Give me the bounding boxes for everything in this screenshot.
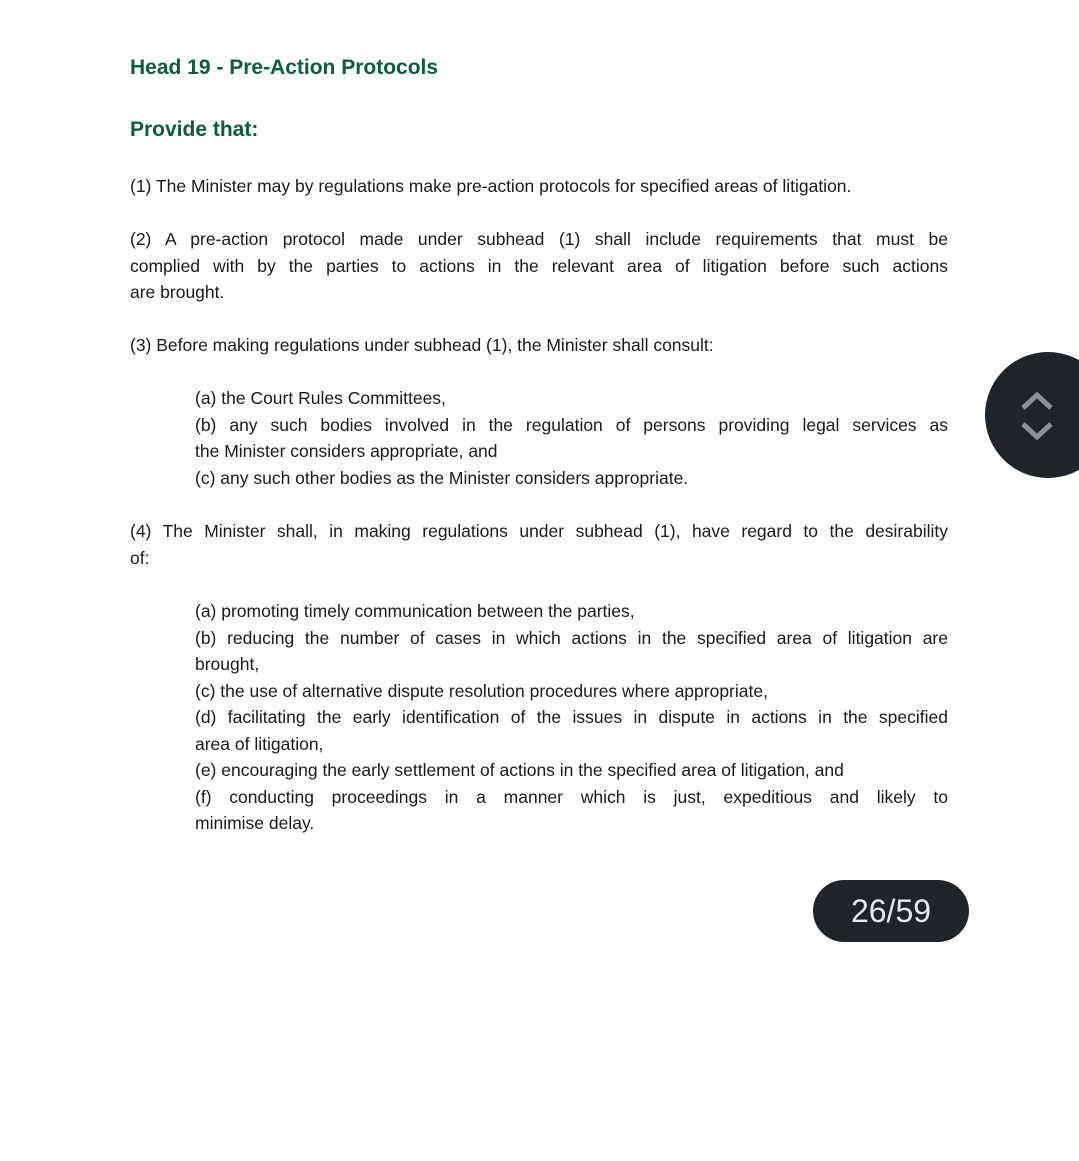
text-line: (2) A pre-action protocol made under subhead (1) shall include requirements that must be bbox=[130, 229, 948, 249]
list-item: (c) any such other bodies as the Minister considers appropriate. bbox=[195, 467, 689, 488]
list-item: brought, bbox=[195, 654, 260, 674]
page-scroll-handle[interactable] bbox=[985, 352, 1079, 478]
text-line: (4) The Minister shall, in making regulations under subhead (1), have regard to the desirability bbox=[130, 521, 948, 541]
list-item: (a) the Court Rules Committees, bbox=[195, 388, 446, 408]
text-line: are brought. bbox=[130, 282, 225, 302]
page-indicator: 26/59 bbox=[813, 880, 969, 942]
list-item: the Minister considers appropriate, and bbox=[195, 441, 498, 461]
paragraph-1 bbox=[130, 173, 948, 200]
list-item: minimise delay. bbox=[195, 813, 315, 833]
paragraph-3-items bbox=[195, 385, 948, 491]
paragraph-3 bbox=[130, 332, 948, 359]
section-heading: Head 19 - Pre-Action Protocols bbox=[130, 56, 439, 79]
paragraph-4-items bbox=[195, 598, 948, 837]
list-item: (b) any such bodies involved in the regulation of persons providing legal services as bbox=[195, 414, 948, 435]
list-item: (f) conducting proceedings in a manner which is just, expeditious and likely to bbox=[195, 786, 948, 807]
paragraph-2 bbox=[130, 226, 948, 306]
text-line: (3) Before making regulations under subhead (1), the Minister shall consult: bbox=[130, 335, 714, 355]
list-item: (a) promoting timely communication between the parties, bbox=[195, 601, 635, 621]
text-line: (1) The Minister may by regulations make pre-action protocols for specified areas of litigation. bbox=[130, 176, 852, 196]
list-item: (b) reducing the number of cases in which actions in the specified area of litigation are bbox=[195, 627, 948, 648]
list-item: area of litigation, bbox=[195, 733, 324, 754]
list-item: (c) the use of alternative dispute resolution procedures where appropriate, bbox=[195, 680, 768, 701]
chevron-up-down-icon bbox=[1017, 388, 1057, 444]
provide-that-heading: Provide that: bbox=[130, 118, 259, 141]
paragraph-4 bbox=[130, 518, 948, 571]
text-line: of: bbox=[130, 547, 150, 568]
list-item: (d) facilitating the early identification of the issues in dispute in actions in the specified bbox=[195, 707, 948, 727]
list-item: (e) encouraging the early settlement of actions in the specified area of litigation, and bbox=[195, 760, 844, 780]
text-line: complied with by the parties to actions in the relevant area of litigation before such actions bbox=[130, 255, 948, 276]
